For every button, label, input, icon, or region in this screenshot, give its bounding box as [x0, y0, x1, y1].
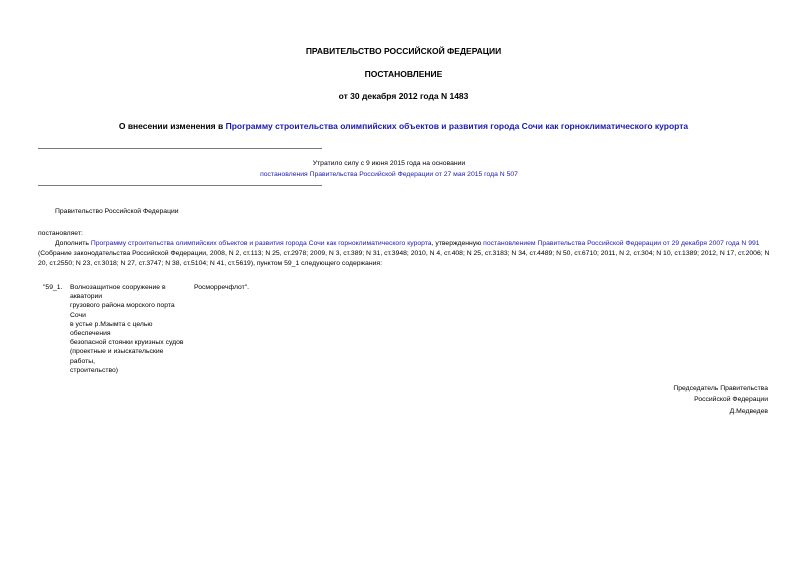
item-line: строительство) [70, 366, 119, 374]
para-approved: , утвержденную [431, 240, 484, 247]
expiry-text: Утратило силу с 9 июня 2015 года на основании [312, 160, 466, 167]
item-line: (проектные и изыскательские [70, 348, 164, 356]
signature-block [673, 383, 768, 417]
item-line: работы, [70, 357, 95, 365]
signature-title: Председатель Правительства [673, 385, 768, 392]
item-description [70, 283, 188, 375]
item-line: акватории [70, 293, 103, 301]
document-subject [0, 121, 807, 131]
government-line: Правительство Российской Федерации [55, 208, 179, 215]
item-responsible: Росморречфлот". [194, 284, 250, 291]
signature-country: Российской Федерации [694, 396, 768, 404]
expiry-notice [0, 158, 778, 180]
main-paragraph [38, 239, 772, 269]
signature-name: Д.Медведев [729, 407, 768, 415]
item-line: грузового района морского порта [70, 302, 175, 310]
para-start: Дополнить [55, 240, 91, 247]
item-number: "59_1. [43, 284, 63, 291]
divider-top [38, 148, 322, 149]
expiry-resolution-link[interactable]: постановления Правительства Российской Федерации от 27 мая 2015 года N 507 [260, 171, 518, 178]
authority-title: ПРАВИТЕЛЬСТВО РОССИЙСКОЙ ФЕДЕРАЦИИ [305, 46, 502, 56]
document-date-number: от 30 декабря 2012 года N 1483 [338, 91, 469, 101]
item-line: Волнозащитное сооружение в [70, 284, 166, 291]
program-link[interactable]: Программу строительства олимпийских объектов и развития города Сочи как горноклиматического курорта [225, 121, 689, 131]
program-link-body[interactable]: Программу строительства олимпийских объектов и развития города Сочи как горноклиматического курорта [90, 240, 432, 247]
item-line: обеспечения [70, 330, 111, 338]
resolution-link[interactable]: постановлением Правительства Российской Федерации от 29 декабря 2007 года N 991 [483, 240, 760, 247]
document-type: ПОСТАНОВЛЕНИЕ [364, 69, 443, 79]
divider-bottom [38, 185, 322, 186]
item-line: Сочи [70, 311, 86, 319]
decrees-line: постановляет: [38, 230, 83, 237]
item-line: в устье р.Мзымта с целью [70, 320, 153, 328]
item-line: безопасной стоянки круизных судов [70, 339, 184, 347]
para-rest: (Собрание законодательства Российской Федерации, 2008, N 2, ст.113; N 25, ст.2978; 2009, N 3, ст.389; N 31, ст.3948; 2010, N 4, ст.408; N 25, ст.3183; N 34, ст.4489; N 50, ст.6710; 2011, N 2, ст.304; N 10, ст.1389; 2012, N 17, ст.2006; N 20, ст.2550; N 23, ст.3018; N 27, ст.3747; N 38, ст.5104; N 41, ст.5619), пунктом 59_1 следующего содержания: [38, 250, 770, 267]
subject-prefix: О внесении изменения в [118, 121, 226, 131]
